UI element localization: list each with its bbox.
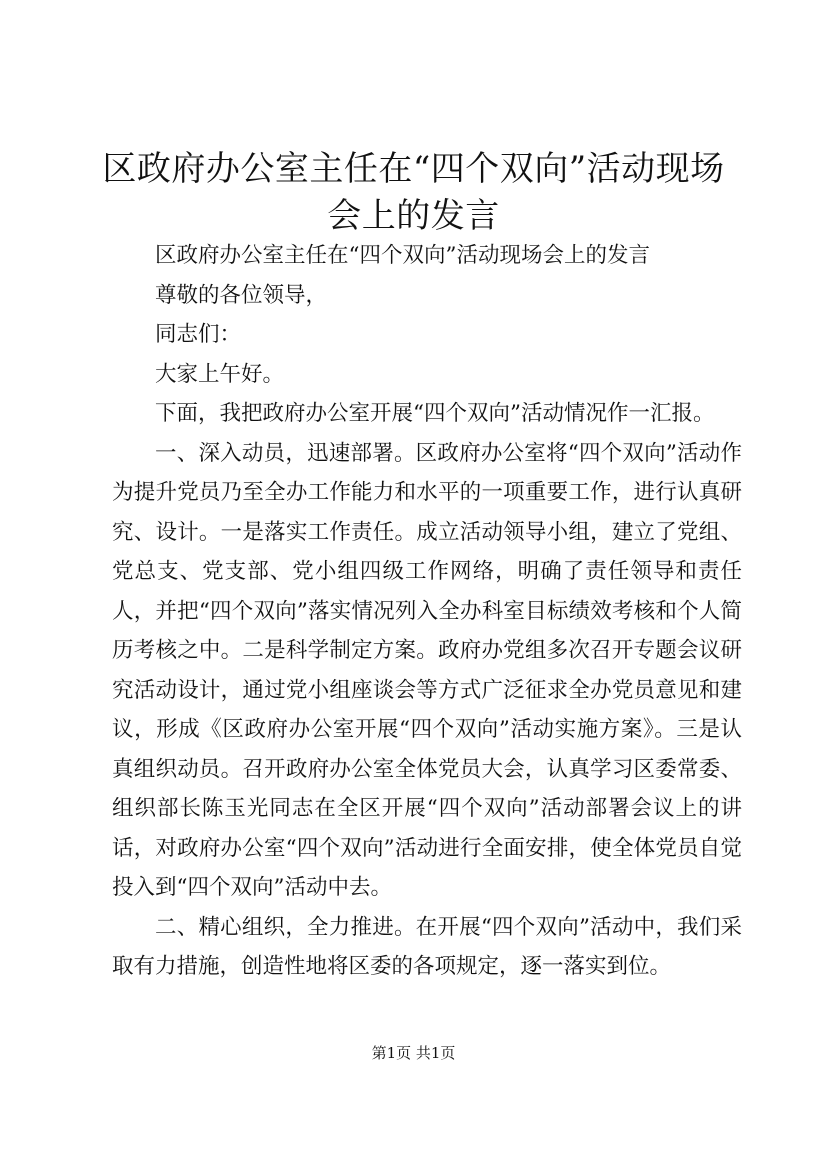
- paragraph-section-two: 二、精心组织，全力推进。在开展“四个双向”活动中，我们采取有力措施，创造性地将区委的各项规定，逐一落实到位。: [112, 914, 742, 979]
- document-body: [112, 236, 742, 987]
- paragraph-comrades: 同志们：: [155, 322, 242, 347]
- paragraph-section-one: 一、深入动员，迅速部署。区政府办公室将“四个双向”活动作为提升党员乃至全办工作能力和水平的一项重要工作，进行认真研究、设计。一是落实工作责任。成立活动领导小组，建立了党组、党总支、党支部、党小组四级工作网络，明确了责任领导和责任人，并把“四个双向”落实情况列入全办科室目标绩效考核和个人简历考核之中。二是科学制定方案。政府办党组多次召开专题会议研究活动设计，通过党小组座谈会等方式广泛征求全办党员意见和建议，形成《区政府办公室开展“四个双向”活动实施方案》。三是认真组织动员。召开政府办公室全体党员大会，认真学习区委常委、组织部长陈玉光同志在全区开展“四个双向”活动部署会议上的讲话，对政府办公室“四个双向”活动进行全面安排，使全体党员自觉投入到“四个双向”活动中去。: [112, 440, 742, 900]
- paragraph-heading-repeat: 区政府办公室主任在“四个双向”活动现场会上的发言: [155, 243, 650, 268]
- paragraph-salutation: 尊敬的各位领导，: [155, 282, 328, 308]
- document-title: 区政府办公室主任在“四个双向”活动现场会上的发言: [102, 149, 725, 236]
- page-footer: 第1页 共1页: [371, 1044, 456, 1062]
- paragraph-greeting: 大家上午好。: [155, 361, 285, 387]
- paragraph-intro: 下面，我把政府办公室开展“四个双向”活动情况作一汇报。: [155, 401, 715, 426]
